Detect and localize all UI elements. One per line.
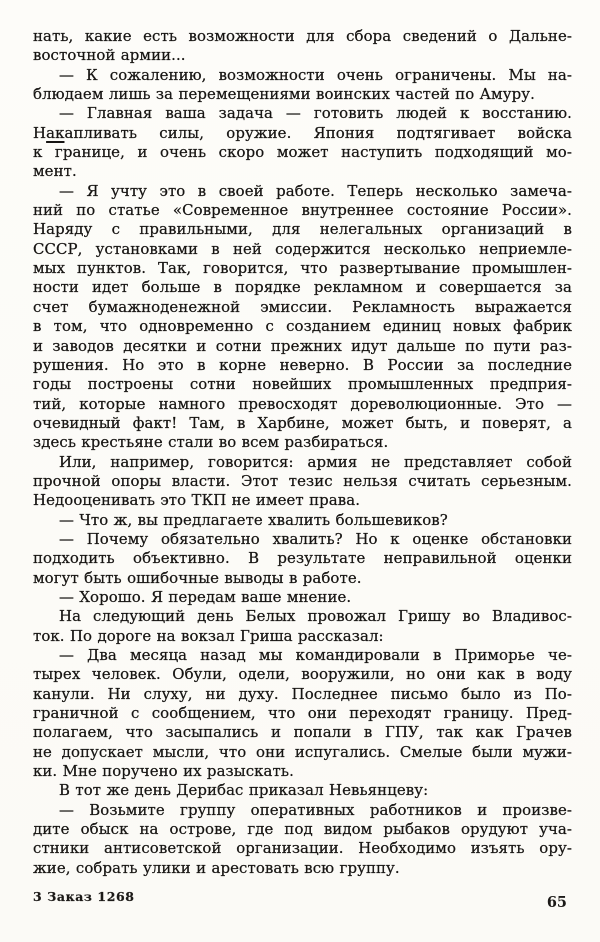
text-line: — Два месяца назад мы командировали в Приморье че- (59, 646, 572, 664)
text-line: очевидный факт! Там, в Харбине, может быть, и поверят, а (33, 413, 572, 432)
text-line: Накапливать силы, оружие. Япония подтягивает войска (33, 123, 572, 142)
text-line: годы построены сотни новейших промышленных предприя- (33, 375, 572, 394)
text-line: могут быть ошибочные выводы в работе. (33, 568, 362, 587)
underlined-text: ак (46, 123, 65, 142)
text-line: не допускает мысли, что они испугались. Смелые были мужи- (33, 742, 572, 761)
text-line: — К сожалению, возможности очень ограничены. Мы на- (59, 65, 572, 84)
text-line: счет бумажноденежной эмиссии. Рекламность выражается (33, 297, 572, 316)
text-line: ки. Мне поручено их разыскать. (33, 762, 294, 781)
text-line: прочной опоры власти. Этот тезис нельзя считать серьезным. (33, 471, 572, 490)
text-line: стники антисоветской организации. Необходимо изъять ору- (33, 839, 572, 858)
text-line: граничной с сообщением, что они переходят границу. Пред- (33, 704, 572, 723)
text-line: восточной армии... (33, 46, 186, 65)
text-line: СССР, установками в ней содержится несколько неприемле- (33, 239, 572, 258)
text-line: На следующий день Белых провожал Гришу во Владивос- (59, 607, 572, 626)
text-line: полагаем, что засыпались и попали в ГПУ, так как Грачев (33, 723, 572, 742)
text-line: Или, например, говорится: армия не представляет собой (59, 452, 572, 471)
text-line: блюдаем лишь за перемещениями воинских частей по Амуру. (33, 85, 535, 104)
page-number: 65 (546, 894, 567, 911)
text-line: — Что ж, вы предлагаете хвалить большевиков? (59, 510, 448, 529)
text-line: ток. По дороге на вокзал Гриша рассказал: (33, 626, 384, 645)
text-line: к границе, и очень скоро может наступить подходящий мо- (33, 143, 572, 162)
text-line: жие, собрать улики и арестовать всю группу. (33, 858, 400, 877)
text-line: — Почему обязательно хвалить? Но к оценке обстановки (59, 529, 572, 548)
text-line: — Я учту это в своей работе. Теперь несколько замеча- (59, 181, 572, 200)
page-footer (33, 888, 567, 911)
text-line: дите обыск на острове, где под видом рыбаков орудуют уча- (33, 820, 572, 839)
text-line: мент. (33, 162, 77, 181)
text-line: здесь крестьяне стали во всем разбираться. (33, 433, 389, 452)
text-line: в том, что одновременно с созданием единиц новых фабрик (33, 317, 572, 336)
page-text (33, 27, 572, 878)
text-line: подходить объективно. В результате неправильной оценки (33, 549, 572, 568)
text-line: — Хорошо. Я передам ваше мнение. (59, 587, 352, 606)
text-line: ности идет больше в порядке рекламном и совершается за (33, 278, 572, 297)
text-line: Наряду с правильными, для нелегальных организаций в (33, 220, 572, 239)
text-line: ний по статье «Современное внутреннее состояние России». (33, 201, 572, 220)
text-line: канули. Ни слуху, ни духу. Последнее письмо было из По- (33, 684, 572, 703)
text-line: В тот же день Дерибас приказал Невьянцеву: (59, 781, 429, 800)
text-line: — Возьмите группу оперативных работников и произве- (59, 800, 572, 819)
text-line: мых пунктов. Так, говорится, что развертывание промышлен- (33, 259, 572, 278)
printers-signature: 3 Заказ 1268 (33, 889, 135, 904)
text-line: нать, какие есть возможности для сбора сведений о Дальне- (33, 27, 572, 45)
text-line: — Главная ваша задача — готовить людей к восстанию. (59, 104, 572, 123)
text-line: и заводов десятки и сотни прежних идут дальше по пути раз- (33, 336, 572, 355)
text-line: Недооценивать это ТКП не имеет права. (33, 491, 361, 510)
text-line: рушения. Но это в корне неверно. В России за последние (33, 355, 572, 374)
text-line: тырех человек. Обули, одели, вооружили, но они как в воду (33, 665, 572, 684)
text-line: тий, которые намного превосходят дореволюционные. Это — (33, 394, 572, 413)
